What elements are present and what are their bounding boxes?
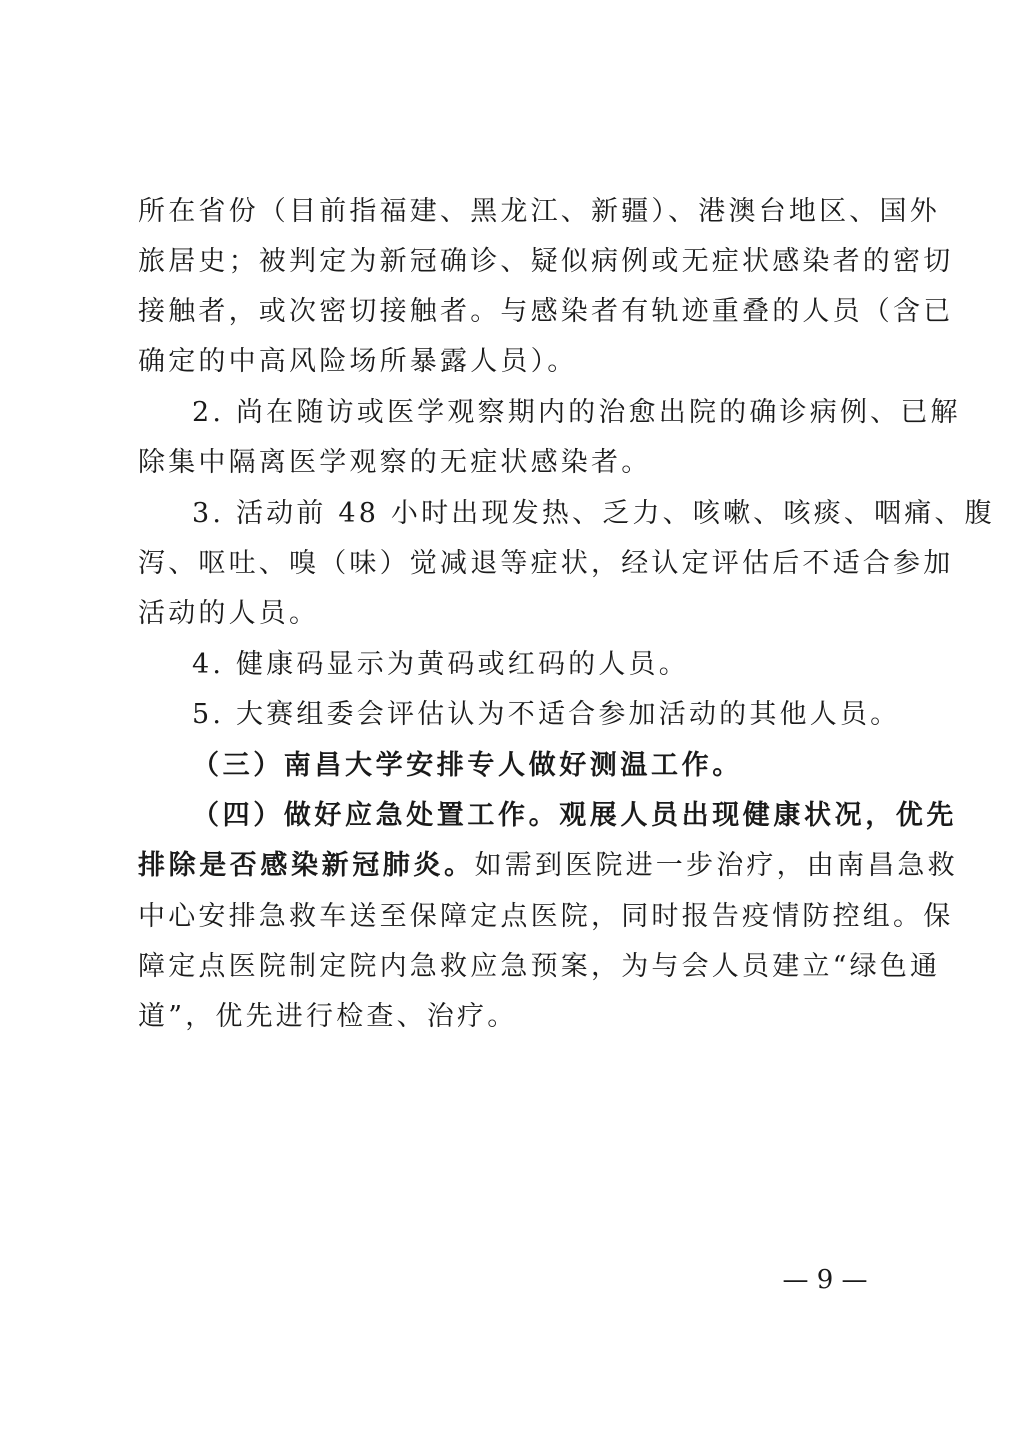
section-heading-4: （四）做好应急处置工作。观展人员出现健康状况，优先 [192, 800, 957, 831]
section-4-text: 如需到医院进一步治疗，由南昌急救 [474, 850, 958, 881]
paragraph-line: 所在省份（目前指福建、黑龙江、新疆）、港澳台地区、国外 [138, 196, 940, 227]
paragraph-line: 确定的中高风险场所暴露人员）。 [138, 346, 578, 377]
paragraph-line: 接触者，或次密切接触者。与感染者有轨迹重叠的人员（含已 [138, 296, 954, 327]
list-item-2-line: 除集中隔离医学观察的无症状感染者。 [138, 447, 652, 478]
list-item-3-line: 3. 活动前 48 小时出现发热、乏力、咳嗽、咳痰、咽痛、腹 [192, 498, 995, 529]
list-item-3-line: 泻、呕吐、嗅（味）觉减退等症状，经认定评估后不适合参加 [138, 548, 954, 579]
list-item-5: 5. 大赛组委会评估认为不适合参加活动的其他人员。 [192, 699, 901, 730]
section-4-line: 道”，优先进行检查、治疗。 [138, 1001, 518, 1032]
section-heading-4-continued: 排除是否感染新冠肺炎。 [138, 850, 475, 881]
list-item-2-line: 2. 尚在随访或医学观察期内的治愈出院的确诊病例、已解 [192, 397, 961, 428]
section-4-line-mixed [138, 844, 958, 888]
paragraph-line: 旅居史；被判定为新冠确诊、疑似病例或无症状感染者的密切 [138, 246, 954, 277]
section-heading-3: （三）南昌大学安排专人做好测温工作。 [192, 750, 743, 781]
section-4-line: 中心安排急救车送至保障定点医院，同时报告疫情防控组。保 [138, 901, 954, 932]
list-item-3-line: 活动的人员。 [138, 598, 320, 629]
section-4-line: 障定点医院制定院内急救应急预案，为与会人员建立“绿色通 [138, 951, 941, 982]
page-number: — 9 — [782, 1265, 868, 1295]
list-item-4: 4. 健康码显示为黄码或红码的人员。 [192, 649, 689, 680]
